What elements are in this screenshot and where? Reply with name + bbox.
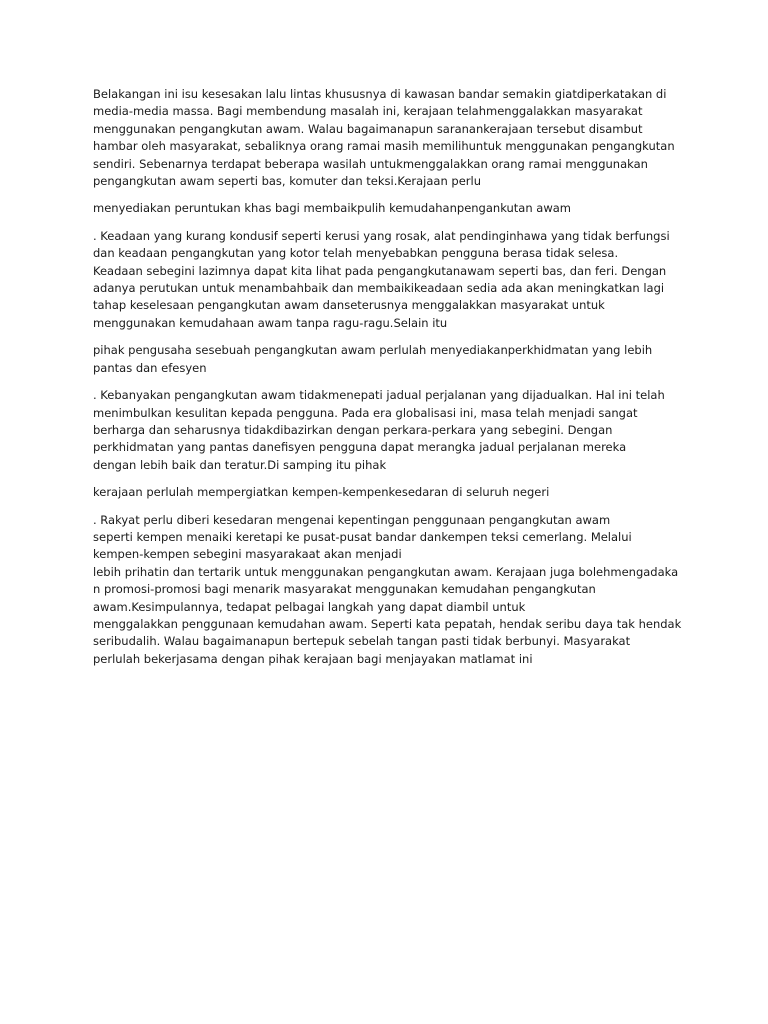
text-line: seperti kempen menaiki keretapi ke pusat-pusat bandar dankempen teksi cemerlang. Melalui <box>93 529 632 544</box>
text-line: tahap keselesaan pengangkutan awam danseterusnya menggalakkan masyarakat untuk <box>93 298 605 313</box>
text-line: pihak pengusaha sesebuah pengangkutan awam perlulah menyediakanperkhidmatan yang lebih <box>93 343 653 358</box>
text-line: adanya perutukan untuk menambahbaik dan membaikikeadaan sedia ada akan meningkatkan lagi <box>93 281 665 296</box>
paragraph-intro <box>93 86 681 190</box>
text-line: berharga dan seharusnya tidakdibazirkan dengan perkara-perkara yang sebegini. Dengan <box>93 422 613 437</box>
text-line: Belakangan ini isu kesesakan lalu lintas khususnya di kawasan bandar semakin giatdiperkatakan di <box>93 87 667 101</box>
text-line: perlulah bekerjasama dengan pihak kerajaan bagi menjayakan matlamat ini <box>93 651 533 666</box>
text-line: menimbulkan kesulitan kepada pengguna. Pada era globalisasi ini, masa telah menjadi sangat <box>93 405 638 420</box>
text-line: . Rakyat perlu diberi kesedaran mengenai kepentingan penggunaan pengangkutan awam <box>93 512 611 527</box>
text-line: sendiri. Sebenarnya terdapat beberapa wasilah untukmenggalakkan orang ramai menggunakan <box>93 156 648 171</box>
spacer <box>93 377 681 387</box>
text-line: menggalakkan penggunaan kemudahan awam. Seperti kata pepatah, hendak seribu daya tak hendak <box>93 616 682 631</box>
spacer <box>93 474 681 484</box>
text-line: menyediakan peruntukan khas bagi membaikpulih kemudahanpengankutan awam <box>93 201 571 216</box>
paragraph-point-3-conclusion <box>93 512 681 669</box>
text-line: kerajaan perlulah mempergiatkan kempen-kempenkesedaran di seluruh negeri <box>93 485 550 500</box>
text-line: dan keadaan pengangkutan yang kotor telah menyebabkan pengguna berasa tidak selesa. <box>93 246 619 261</box>
spacer <box>93 502 681 512</box>
text-line: media-media massa. Bagi membendung masalah ini, kerajaan telahmenggalakkan masyarakat <box>93 104 643 119</box>
paragraph-point-2 <box>93 387 681 474</box>
text-line: n promosi-promosi bagi menarik masyarakat menggunakan kemudahan pengangkutan <box>93 582 596 597</box>
heading-point-3 <box>93 484 681 501</box>
text-line: perkhidmatan yang pantas danefisyen pengguna dapat merangka jadual perjalanan mereka <box>93 440 627 455</box>
text-line: lebih prihatin dan tertarik untuk menggunakan pengangkutan awam. Kerajaan juga bolehmengadaka <box>93 564 679 579</box>
spacer <box>93 332 681 342</box>
document-body <box>93 86 681 668</box>
text-line: . Keadaan yang kurang kondusif seperti kerusi yang rosak, alat pendinginhawa yang tidak berfungsi <box>93 228 670 243</box>
spacer <box>93 190 681 200</box>
heading-point-1 <box>93 200 681 217</box>
paragraph-point-1 <box>93 228 681 332</box>
text-line: awam.Kesimpulannya, tedapat pelbagai langkah yang dapat diambil untuk <box>93 599 526 614</box>
text-line: hambar oleh masyarakat, sebaliknya orang ramai masih memilihuntuk menggunakan pengangkutan <box>93 139 675 154</box>
text-line: . Kebanyakan pengangkutan awam tidakmenepati jadual perjalanan yang dijadualkan. Hal ini telah <box>93 388 665 403</box>
text-line: dengan lebih baik dan teratur.Di samping itu pihak <box>93 457 387 472</box>
spacer <box>93 218 681 228</box>
text-line: kempen-kempen sebegini masyarakaat akan menjadi <box>93 547 402 562</box>
text-line: pantas dan efesyen <box>93 360 207 375</box>
text-line: seribudalih. Walau bagaimanapun bertepuk sebelah tangan pasti tidak berbunyi. Masyarakat <box>93 634 631 649</box>
text-line: Keadaan sebegini lazimnya dapat kita lihat pada pengangkutanawam seperti bas, dan feri. Dengan <box>93 263 667 278</box>
heading-point-2 <box>93 342 681 377</box>
text-line: pengangkutan awam seperti bas, komuter dan teksi.Kerajaan perlu <box>93 174 481 189</box>
text-line: menggunakan pengangkutan awam. Walau bagaimanapun saranankerajaan tersebut disambut <box>93 121 643 136</box>
text-line: menggunakan kemudahaan awam tanpa ragu-ragu.Selain itu <box>93 315 448 330</box>
